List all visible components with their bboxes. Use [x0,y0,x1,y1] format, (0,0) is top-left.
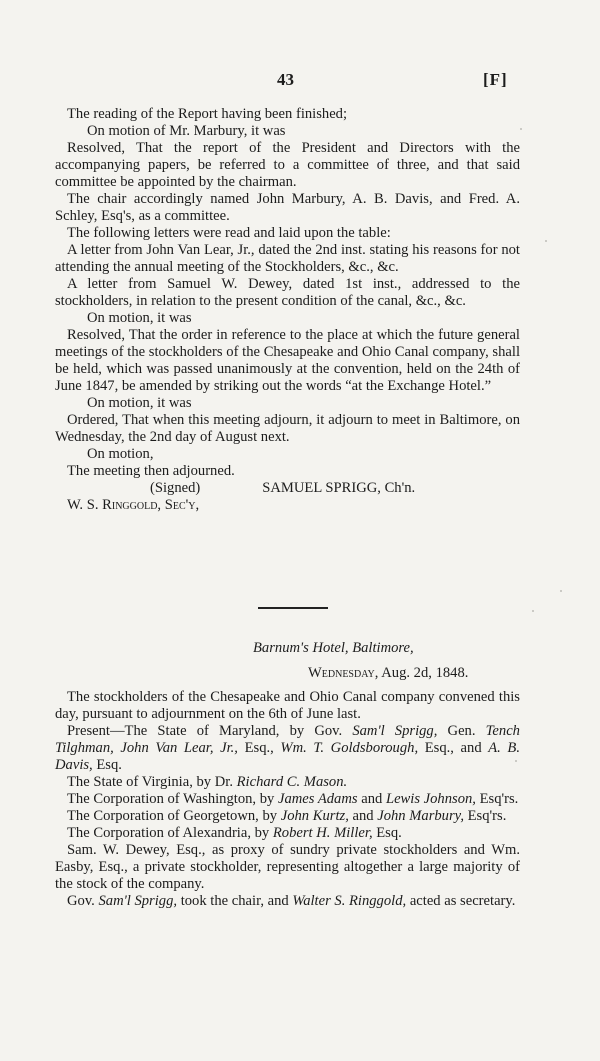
paragraph: On motion, [87,446,154,462]
paragraph: The meeting then adjourned. [67,463,235,479]
paper-speck [520,128,522,130]
meeting-date-value: Aug. 2d, 1848. [381,665,469,681]
paragraph: The chair accordingly named John Marbury, A. B. Davis, and Fred. A. Schley, Esq's, as a committee. [55,191,520,224]
secretary-line [55,497,520,514]
chair-and-secretary: Gov. Sam'l Sprigg, took the chair, and Walter S. Ringgold, acted as secretary. [67,893,516,909]
section-divider [258,607,328,609]
paragraph: On motion of Mr. Marbury, it was [87,123,286,139]
paragraph: On motion, it was [87,395,192,411]
paragraph: Resolved, That the report of the President and Directors with the accompanying papers, be referred to a committee of three, and that said committee be appointed by the chairman. [55,140,520,190]
attendance-washington: The Corporation of Washington, by James Adams and Lewis Johnson, Esq'rs. [67,791,519,807]
paper-speck [545,240,547,242]
chairman-signature: SAMUEL SPRIGG, Ch'n. [262,480,416,496]
paragraph: The reading of the Report having been finished; [67,106,348,122]
attendance-maryland: Present—The State of Maryland, by Gov. Sam'l Sprigg, Gen. Tench Tilghman, John Van Lear, Jr., Esq., Wm. T. Goldsborough, Esq., and A. B. Davis, Esq. [55,723,520,773]
paragraph: On motion, it was [87,310,192,326]
paragraph: Ordered, That when this meeting adjourn, it adjourn to meet in Baltimore, on Wednesday, the 2nd day of August next. [55,412,520,445]
paragraph: A letter from John Van Lear, Jr., dated the 2nd inst. stating his reasons for not attending the annual meeting of the Stockholders, &c., &c. [55,242,520,275]
meeting-block [55,689,520,910]
paper-speck [532,610,534,612]
meeting-weekday: Wednesday, [308,665,379,681]
signature-mark: [F] [483,70,508,89]
page-number: 43 [277,70,294,89]
meeting-date [308,665,468,682]
meeting-place: Barnum's Hotel, Baltimore, [253,640,414,656]
paper-speck [515,760,517,762]
paragraph: Sam. W. Dewey, Esq., as proxy of sundry private stockholders and Wm. Easby, Esq., a private stockholder, representing altogether a large majority of the stock of the company. [55,842,520,892]
attendance-georgetown: The Corporation of Georgetown, by John Kurtz, and John Marbury, Esq'rs. [67,808,507,824]
paper-speck [560,590,562,592]
attendance-virginia: The State of Virginia, by Dr. Richard C. Mason. [67,774,348,790]
signed-line [55,480,520,497]
minutes-block [55,106,520,514]
secretary-name: W. S. Ringgold, Sec'y, [67,497,200,513]
paragraph: The following letters were read and laid upon the table: [67,225,391,241]
attendance-alexandria: The Corporation of Alexandria, by Robert H. Miller, Esq. [67,825,402,841]
paragraph: The stockholders of the Chesapeake and Ohio Canal company convened this day, pursuant to adjournment on the 6th of June last. [55,689,520,722]
paragraph: A letter from Samuel W. Dewey, dated 1st inst., addressed to the stockholders, in relation to the present condition of the canal, &c., &c. [55,276,520,309]
signed-label: (Signed) [150,480,201,496]
paragraph: Resolved, That the order in reference to the place at which the future general meetings of the stockholders of the Chesapeake and Ohio Canal company, shall be held, which was passed unanimously at the convention, held on the 24th of June 1847, be amended by striking out the words “at the Exchange Hotel.” [55,327,520,394]
